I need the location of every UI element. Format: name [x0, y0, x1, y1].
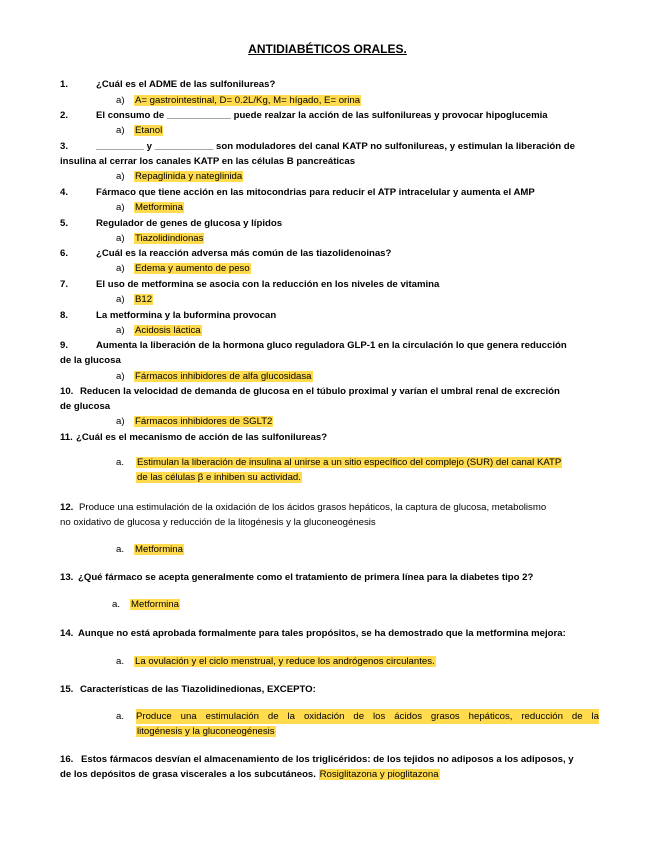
- question-text: ¿Cuál es la reacción adversa más común de las tiazolidenoinas?: [96, 248, 392, 259]
- question-text-line1: Estos fármacos desvían el almacenamiento de los triglicéridos: de los tejidos no adiposos a los adiposos, y: [81, 754, 574, 765]
- answer-text: B12: [135, 294, 153, 305]
- question-number: 12.: [60, 502, 74, 513]
- answer-text: Edema y aumento de peso: [135, 263, 250, 274]
- question-text-line1: Aumenta la liberación de la hormona gluco reguladora GLP-1 en la circulación lo que genera reducción: [96, 340, 567, 351]
- answer-letter: a.: [116, 711, 125, 722]
- answer-letter: a.: [112, 599, 121, 610]
- answer-item: [116, 323, 202, 338]
- answer-text: Fármacos inhibidores de alfa glucosidasa: [135, 371, 312, 382]
- question-text-line1: Produce una estimulación de la oxidación de los ácidos grasos hepáticos, la captura de glucosa, metabolismo: [79, 502, 547, 513]
- question-number: 1.: [60, 79, 69, 90]
- document-title: ANTIDIABÉTICOS ORALES.: [248, 42, 407, 56]
- question-text: Aunque no está aprobada formalmente para tales propósitos, se ha demostrado que la metformina mejora:: [78, 628, 566, 639]
- question-text: ¿Qué fármaco se acepta generalmente como el tratamiento de primera línea para la diabetes tipo 2?: [78, 572, 534, 583]
- answer-item: [116, 709, 599, 739]
- question-number: 9.: [60, 340, 69, 351]
- answer-text-line1: Estimulan la liberación de insulina al unirse a un sitio específico del complejo (SUR) del canal KATP: [137, 457, 562, 468]
- question-number: 16.: [60, 754, 74, 765]
- answer-item: [116, 93, 361, 108]
- answer-item: [116, 169, 243, 184]
- question-text-line2: de la glucosa: [60, 355, 121, 366]
- answer-item: [116, 123, 163, 138]
- answer-text: Rosiglitazona y pioglitazona: [319, 769, 439, 780]
- answer-line-2-wrap: [136, 470, 302, 485]
- answer-item: [116, 261, 251, 276]
- answer-text-line2: litogénesis y la gluconeogénesis: [137, 726, 275, 737]
- answer-text: Repaglinida y nateglinida: [135, 171, 243, 182]
- answer-letter: a): [116, 171, 125, 182]
- answer-letter: a.: [116, 457, 125, 468]
- question-text-line1: _________ y ___________ son moduladores del canal KATP no sulfonilureas, y estimulan la liberación de: [96, 141, 576, 152]
- answer-letter: a): [116, 416, 125, 427]
- answer-item: [112, 597, 180, 612]
- question-number: 8.: [60, 310, 69, 321]
- answer-letter: a): [116, 263, 125, 274]
- answer-text: Metformina: [131, 599, 179, 610]
- answer-letter: a.: [116, 544, 125, 555]
- question-text-line2: no oxidativo de glucosa y reducción de la litogénesis y la gluconeogénesis: [60, 517, 376, 528]
- question-text: Regulador de genes de glucosa y lípidos: [96, 218, 283, 229]
- answer-letter: a): [116, 371, 125, 382]
- answer-letter: a): [116, 95, 125, 106]
- answer-text: Etanol: [135, 125, 163, 136]
- answer-text: Acidosis láctica: [135, 325, 201, 336]
- question-line2-wrap: [60, 767, 440, 782]
- answer-text: Metformina: [135, 544, 183, 555]
- answer-text-line1: Produce una estimulación de la oxidación de los ácidos grasos hepáticos, reducción de la: [136, 711, 599, 722]
- answer-line-1-wrap: [136, 455, 562, 470]
- answer-letter: a.: [116, 656, 125, 667]
- answer-item: [116, 414, 273, 429]
- question-text: El uso de metformina se asocia con la reducción en los niveles de vitamina: [96, 279, 440, 290]
- answer-item: [116, 542, 184, 557]
- answer-text: A= gastrointestinal, D= 0.2L/Kg, M= hígado, E= orina: [135, 95, 361, 106]
- answer-text: Fármacos inhibidores de SGLT2: [135, 416, 273, 427]
- question-text: El consumo de ____________ puede realzar la acción de las sulfonilureas y provocar hipoglucemia: [96, 110, 548, 121]
- answer-item: [116, 369, 313, 384]
- question-number: 4.: [60, 187, 69, 198]
- question-number: 10.: [60, 386, 74, 397]
- answer-letter: a): [116, 233, 125, 244]
- answer-item: [116, 455, 599, 485]
- question-text: ¿Cuál es el ADME de las sulfonilureas?: [96, 79, 276, 90]
- answer-item: [116, 292, 153, 307]
- question-number: 7.: [60, 279, 69, 290]
- question-text: ¿Cuál es el mecanismo de acción de las sulfonilureas?: [76, 432, 328, 443]
- question-number: 14.: [60, 628, 74, 639]
- answer-item: [116, 200, 184, 215]
- question-text-line2: insulina al cerrar los canales KATP en las células B pancreáticas: [60, 156, 356, 167]
- question-number: 11.: [60, 432, 73, 443]
- question-text-line1: Reducen la velocidad de demanda de glucosa en el túbulo proximal y varían el umbral renal de excreción: [80, 386, 560, 397]
- question-text: Fármaco que tiene acción en las mitocondrias para reducir el ATP intracelular y aumenta el AMP: [96, 187, 535, 198]
- answer-item: [116, 654, 436, 669]
- question-text-line2: de glucosa: [60, 401, 111, 412]
- answer-letter: a): [116, 125, 125, 136]
- question-number: 3.: [60, 141, 69, 152]
- question-number: 6.: [60, 248, 69, 259]
- question-number: 2.: [60, 110, 69, 121]
- question-number: 13.: [60, 572, 74, 583]
- answer-item: [116, 231, 204, 246]
- answer-letter: a): [116, 202, 125, 213]
- answer-text: Tiazolidindionas: [135, 233, 204, 244]
- answer-text: Metformina: [135, 202, 183, 213]
- question-number: 15.: [60, 684, 74, 695]
- answer-text: La ovulación y el ciclo menstrual, y reduce los andrógenos circulantes.: [135, 656, 435, 667]
- answer-line-2-wrap: [136, 724, 276, 739]
- answer-letter: a): [116, 325, 125, 336]
- answer-text-line2: de las células β e inhiben su actividad.: [137, 472, 301, 483]
- answer-letter: a): [116, 294, 125, 305]
- question-number: 5.: [60, 218, 69, 229]
- question-text: La metformina y la buformina provocan: [96, 310, 277, 321]
- question-text: Características de las Tiazolidinedionas, EXCEPTO:: [80, 684, 316, 695]
- question-text-line2: de los depósitos de grasa viscerales a los subcutáneos.: [60, 769, 316, 780]
